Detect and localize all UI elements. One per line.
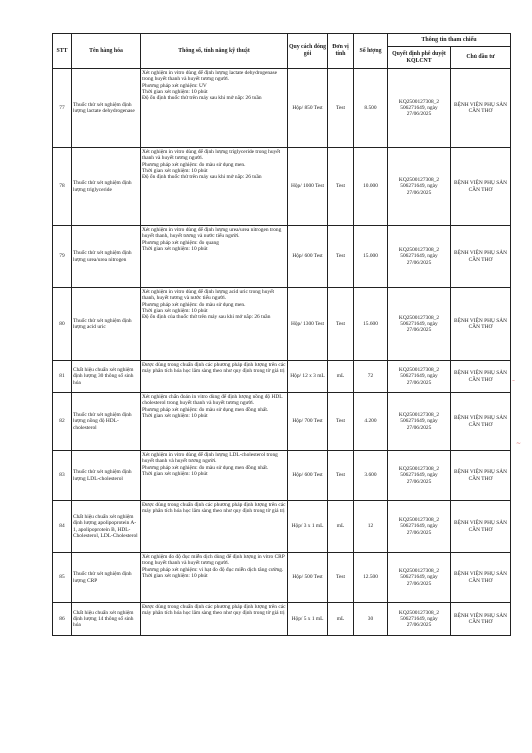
spec-line: Phương pháp xét nghiệm: đo màu sử dụng men đồng nhất. <box>142 464 269 471</box>
row-pack: Hộp/ 1300 Test <box>288 288 328 361</box>
row-decision: KQ2500127308_2 506271649, ngày 27/06/2025 <box>388 451 451 501</box>
row-unit: Test <box>328 148 354 226</box>
row-spec <box>141 393 288 451</box>
row-unit: Test <box>328 288 354 361</box>
header-reference: Thông tin tham chiếu <box>388 34 511 47</box>
row-unit: mL <box>328 361 354 393</box>
spec-line: Phương pháp xét nghiệm: đo quang <box>142 239 219 246</box>
row-unit: Test <box>328 69 354 148</box>
spec-line: Độ ổn định thuốc thử trên máy sau khi mở nắp: 26 tuần <box>142 174 262 181</box>
row-spec <box>141 501 288 553</box>
row-investor: BỆNH VIỆN PHỤ SẢN CẦN THƠ <box>451 393 511 451</box>
row-decision: KQ2500127308_2 506271649, ngày 27/06/2025 <box>388 226 451 288</box>
product-table <box>52 33 511 636</box>
spec-line: Xét nghiệm in vitro dùng để định lượng urea/urea nitrogen trong huyết thanh, huyết tương và nước tiểu người. <box>142 227 282 240</box>
row-qty: 12 <box>354 501 388 553</box>
margin-mark: ˜ <box>512 380 515 387</box>
row-spec <box>141 148 288 226</box>
row-qty: 8.500 <box>354 69 388 148</box>
row-investor: BỆNH VIỆN PHỤ SẢN CẦN THƠ <box>451 361 511 393</box>
row-unit: Test <box>328 226 354 288</box>
row-stt: 78 <box>53 148 72 226</box>
row-spec <box>141 226 288 288</box>
row-name: Thuốc thử xét nghiệm định lượng urea/urea nitrogen <box>72 226 141 288</box>
spec-line: Xét nghiệm in vitro dùng để định lượng acid uric trong huyết thanh, huyết tương và nước tiểu người. <box>142 289 274 302</box>
row-qty: 15.000 <box>354 226 388 288</box>
spec-line: Thời gian xét nghiệm: 10 phút <box>142 167 208 174</box>
row-spec <box>141 69 288 148</box>
row-spec <box>141 451 288 501</box>
row-investor: BỆNH VIỆN PHỤ SẢN CẦN THƠ <box>451 501 511 553</box>
row-name: Thuốc thử xét nghiệm định lượng acid uric <box>72 288 141 361</box>
header-name: Tên hàng hóa <box>72 34 141 69</box>
spec-line: Được dùng trong chuẩn định các phương pháp định lượng trên các máy phân tích hóa học lâm sàng theo như quy định trong tờ giá trị <box>142 604 286 617</box>
table-row <box>53 603 511 636</box>
row-unit: mL <box>328 603 354 636</box>
row-investor: BỆNH VIỆN PHỤ SẢN CẦN THƠ <box>451 226 511 288</box>
header-qty: Số lượng <box>354 34 388 69</box>
row-investor: BỆNH VIỆN PHỤ SẢN CẦN THƠ <box>451 603 511 636</box>
row-name: Thuốc thử xét nghiệm định lượng triglyceride <box>72 148 141 226</box>
table-row <box>53 501 511 553</box>
row-qty: 4.200 <box>354 393 388 451</box>
row-stt: 77 <box>53 69 72 148</box>
row-pack: Hộp/ 600 Test <box>288 451 328 501</box>
row-unit: Test <box>328 393 354 451</box>
header-spec: Thông số, tính năng kỹ thuật <box>141 34 288 69</box>
table-row <box>53 393 511 451</box>
header-investor: Chủ đầu tư <box>451 47 511 69</box>
row-qty: 12.500 <box>354 553 388 603</box>
row-stt: 84 <box>53 501 72 553</box>
spec-line: Độ ổn định của thuốc thử trên máy sau khi mở nắp: 26 tuần <box>142 314 271 321</box>
row-stt: 85 <box>53 553 72 603</box>
margin-mark: ~ <box>516 440 522 447</box>
row-pack: Hộp/ 12 x 3 mL <box>288 361 328 393</box>
row-decision: KQ2500127308_2 506271649, ngày 27/06/2025 <box>388 288 451 361</box>
spec-line: Xét nghiệm chẩn đoán in vitro dùng để định lượng nồng độ HDL cholesterol trong huyết thanh và huyết tương người. <box>142 394 283 407</box>
table-row <box>53 69 511 148</box>
spec-line: Phương pháp xét nghiệm: đo màu sử dụng men đồng nhất. <box>142 406 269 413</box>
spec-line: Phương pháp xét nghiệm: đo màu sử dụng men. <box>142 301 246 308</box>
table-row <box>53 451 511 501</box>
row-name: Chất hiệu chuẩn xét nghiệm định lượng 30 thông số sinh hóa <box>72 361 141 393</box>
row-spec <box>141 603 288 636</box>
table-row <box>53 148 511 226</box>
spec-line: Thời gian xét nghiệm: 10 phút <box>142 470 208 477</box>
header-decision: Quyết định phê duyệt KQLCNT <box>388 47 451 69</box>
spec-line: Thời gian xét nghiệm: 10 phút <box>142 412 208 419</box>
row-qty: 15.600 <box>354 288 388 361</box>
row-decision: KQ2500127308_2 506271649, ngày 27/06/2025 <box>388 69 451 148</box>
table-row <box>53 553 511 603</box>
row-decision: KQ2500127308_2 506271649, ngày 27/06/2025 <box>388 501 451 553</box>
table-row <box>53 361 511 393</box>
row-unit: mL <box>328 501 354 553</box>
row-stt: 80 <box>53 288 72 361</box>
row-stt: 81 <box>53 361 72 393</box>
row-stt: 79 <box>53 226 72 288</box>
header-stt: STT <box>53 34 72 69</box>
spec-line: Được dùng trong chuẩn định các phương pháp định lượng trên các máy phân tích hóa học lâm sàng theo như quy định trong tờ giá trị <box>142 502 286 515</box>
row-qty: 30 <box>354 603 388 636</box>
row-unit: Test <box>328 451 354 501</box>
spec-line: Phương pháp xét nghiệm: đo màu sử dụng men. <box>142 161 246 168</box>
row-spec <box>141 288 288 361</box>
row-decision: KQ2500127308_2 506271649, ngày 27/06/2025 <box>388 148 451 226</box>
spec-line: Phương pháp xét nghiệm: UV <box>142 82 207 89</box>
row-pack: Hộp/ 850 Test <box>288 69 328 148</box>
row-investor: BỆNH VIỆN PHỤ SẢN CẦN THƠ <box>451 148 511 226</box>
row-decision: KQ2500127308_2 506271649, ngày 27/06/2025 <box>388 603 451 636</box>
row-decision: KQ2500127308_2 506271649, ngày 27/06/2025 <box>388 361 451 393</box>
spec-line: Xét nghiệm in vitro dùng để định lượng triglyceride trong huyết thanh và huyết tương người. <box>142 149 281 162</box>
row-decision: KQ2500127308_2 506271649, ngày 27/06/2025 <box>388 553 451 603</box>
row-stt: 82 <box>53 393 72 451</box>
row-spec <box>141 553 288 603</box>
row-stt: 86 <box>53 603 72 636</box>
row-decision: KQ2500127308_2 506271649, ngày 27/06/2025 <box>388 393 451 451</box>
row-name: Thuốc thử xét nghiệm định lượng LDL-cholesterol <box>72 451 141 501</box>
row-investor: BỆNH VIỆN PHỤ SẢN CẦN THƠ <box>451 553 511 603</box>
row-qty: 10.000 <box>354 148 388 226</box>
spec-line: Độ ổn định thuốc thử trên máy sau khi mở nắp: 26 tuần <box>142 95 262 102</box>
spec-line: Thời gian xét nghiệm: 10 phút <box>142 307 208 314</box>
row-investor: BỆNH VIỆN PHỤ SẢN CẦN THƠ <box>451 288 511 361</box>
header-pack: Quy cách đóng gói <box>288 34 328 69</box>
document-page <box>52 33 510 636</box>
table-row <box>53 226 511 288</box>
spec-line: Xét nghiệm in vitro dùng để định lượng lactate dehydrogenase trong huyết thanh và huyết tương người. <box>142 70 277 83</box>
row-name: Chất hiệu chuẩn xét nghiệm định lượng 14 thông số sinh hóa <box>72 603 141 636</box>
row-pack: Hộp/ 3 x 1 mL <box>288 501 328 553</box>
row-name: Thuốc thử xét nghiệm định lượng CRP <box>72 553 141 603</box>
row-pack: Hộp/ 5 x 1 mL <box>288 603 328 636</box>
spec-line: Xét nghiệm in vitro dùng để định lượng LDL-cholesterol trong huyết thanh và huyết tương người. <box>142 452 278 465</box>
row-investor: BỆNH VIỆN PHỤ SẢN CẦN THƠ <box>451 451 511 501</box>
row-unit: Test <box>328 553 354 603</box>
spec-line: Xét nghiệm đo độ đục miễn dịch dùng để định lượng in vitro CRP trong huyết thanh và huyết tương người. <box>142 554 285 567</box>
header-unit: Đơn vị tính <box>328 34 354 69</box>
row-name: Thuốc thử xét nghiệm định lượng lactate dehydrogenase <box>72 69 141 148</box>
row-pack: Hộp/ 600 Test <box>288 226 328 288</box>
row-pack: Hộp/ 1000 Test <box>288 148 328 226</box>
row-stt: 83 <box>53 451 72 501</box>
spec-line: Thời gian xét nghiệm: 10 phút <box>142 245 208 252</box>
row-pack: Hộp/ 500 Test <box>288 553 328 603</box>
row-pack: Hộp/ 700 Test <box>288 393 328 451</box>
row-name: Thuốc thử xét nghiệm định lượng nồng độ HDL-cholesterol <box>72 393 141 451</box>
spec-line: Thời gian xét nghiệm: 10 phút <box>142 88 208 95</box>
row-investor: BỆNH VIỆN PHỤ SẢN CẦN THƠ <box>451 69 511 148</box>
spec-line: Thời gian xét nghiệm: 10 phút <box>142 572 208 579</box>
spec-line: Phương pháp xét nghiệm: vi hạt đo độ đục miễn dịch tăng cường. <box>142 566 284 573</box>
row-spec <box>141 361 288 393</box>
row-qty: 3.600 <box>354 451 388 501</box>
spec-line: Được dùng trong chuẩn định các phương pháp định lượng trên các máy phân tích hóa học lâm sàng theo như quy định trong tờ giá trị <box>142 362 286 375</box>
row-name: Chất hiệu chuẩn xét nghiệm định lượng apolipoprotein A-1, apolipoprotein B, HDL-Cholesterol, LDL-Cholesterol <box>72 501 141 553</box>
table-row <box>53 288 511 361</box>
row-qty: 72 <box>354 361 388 393</box>
